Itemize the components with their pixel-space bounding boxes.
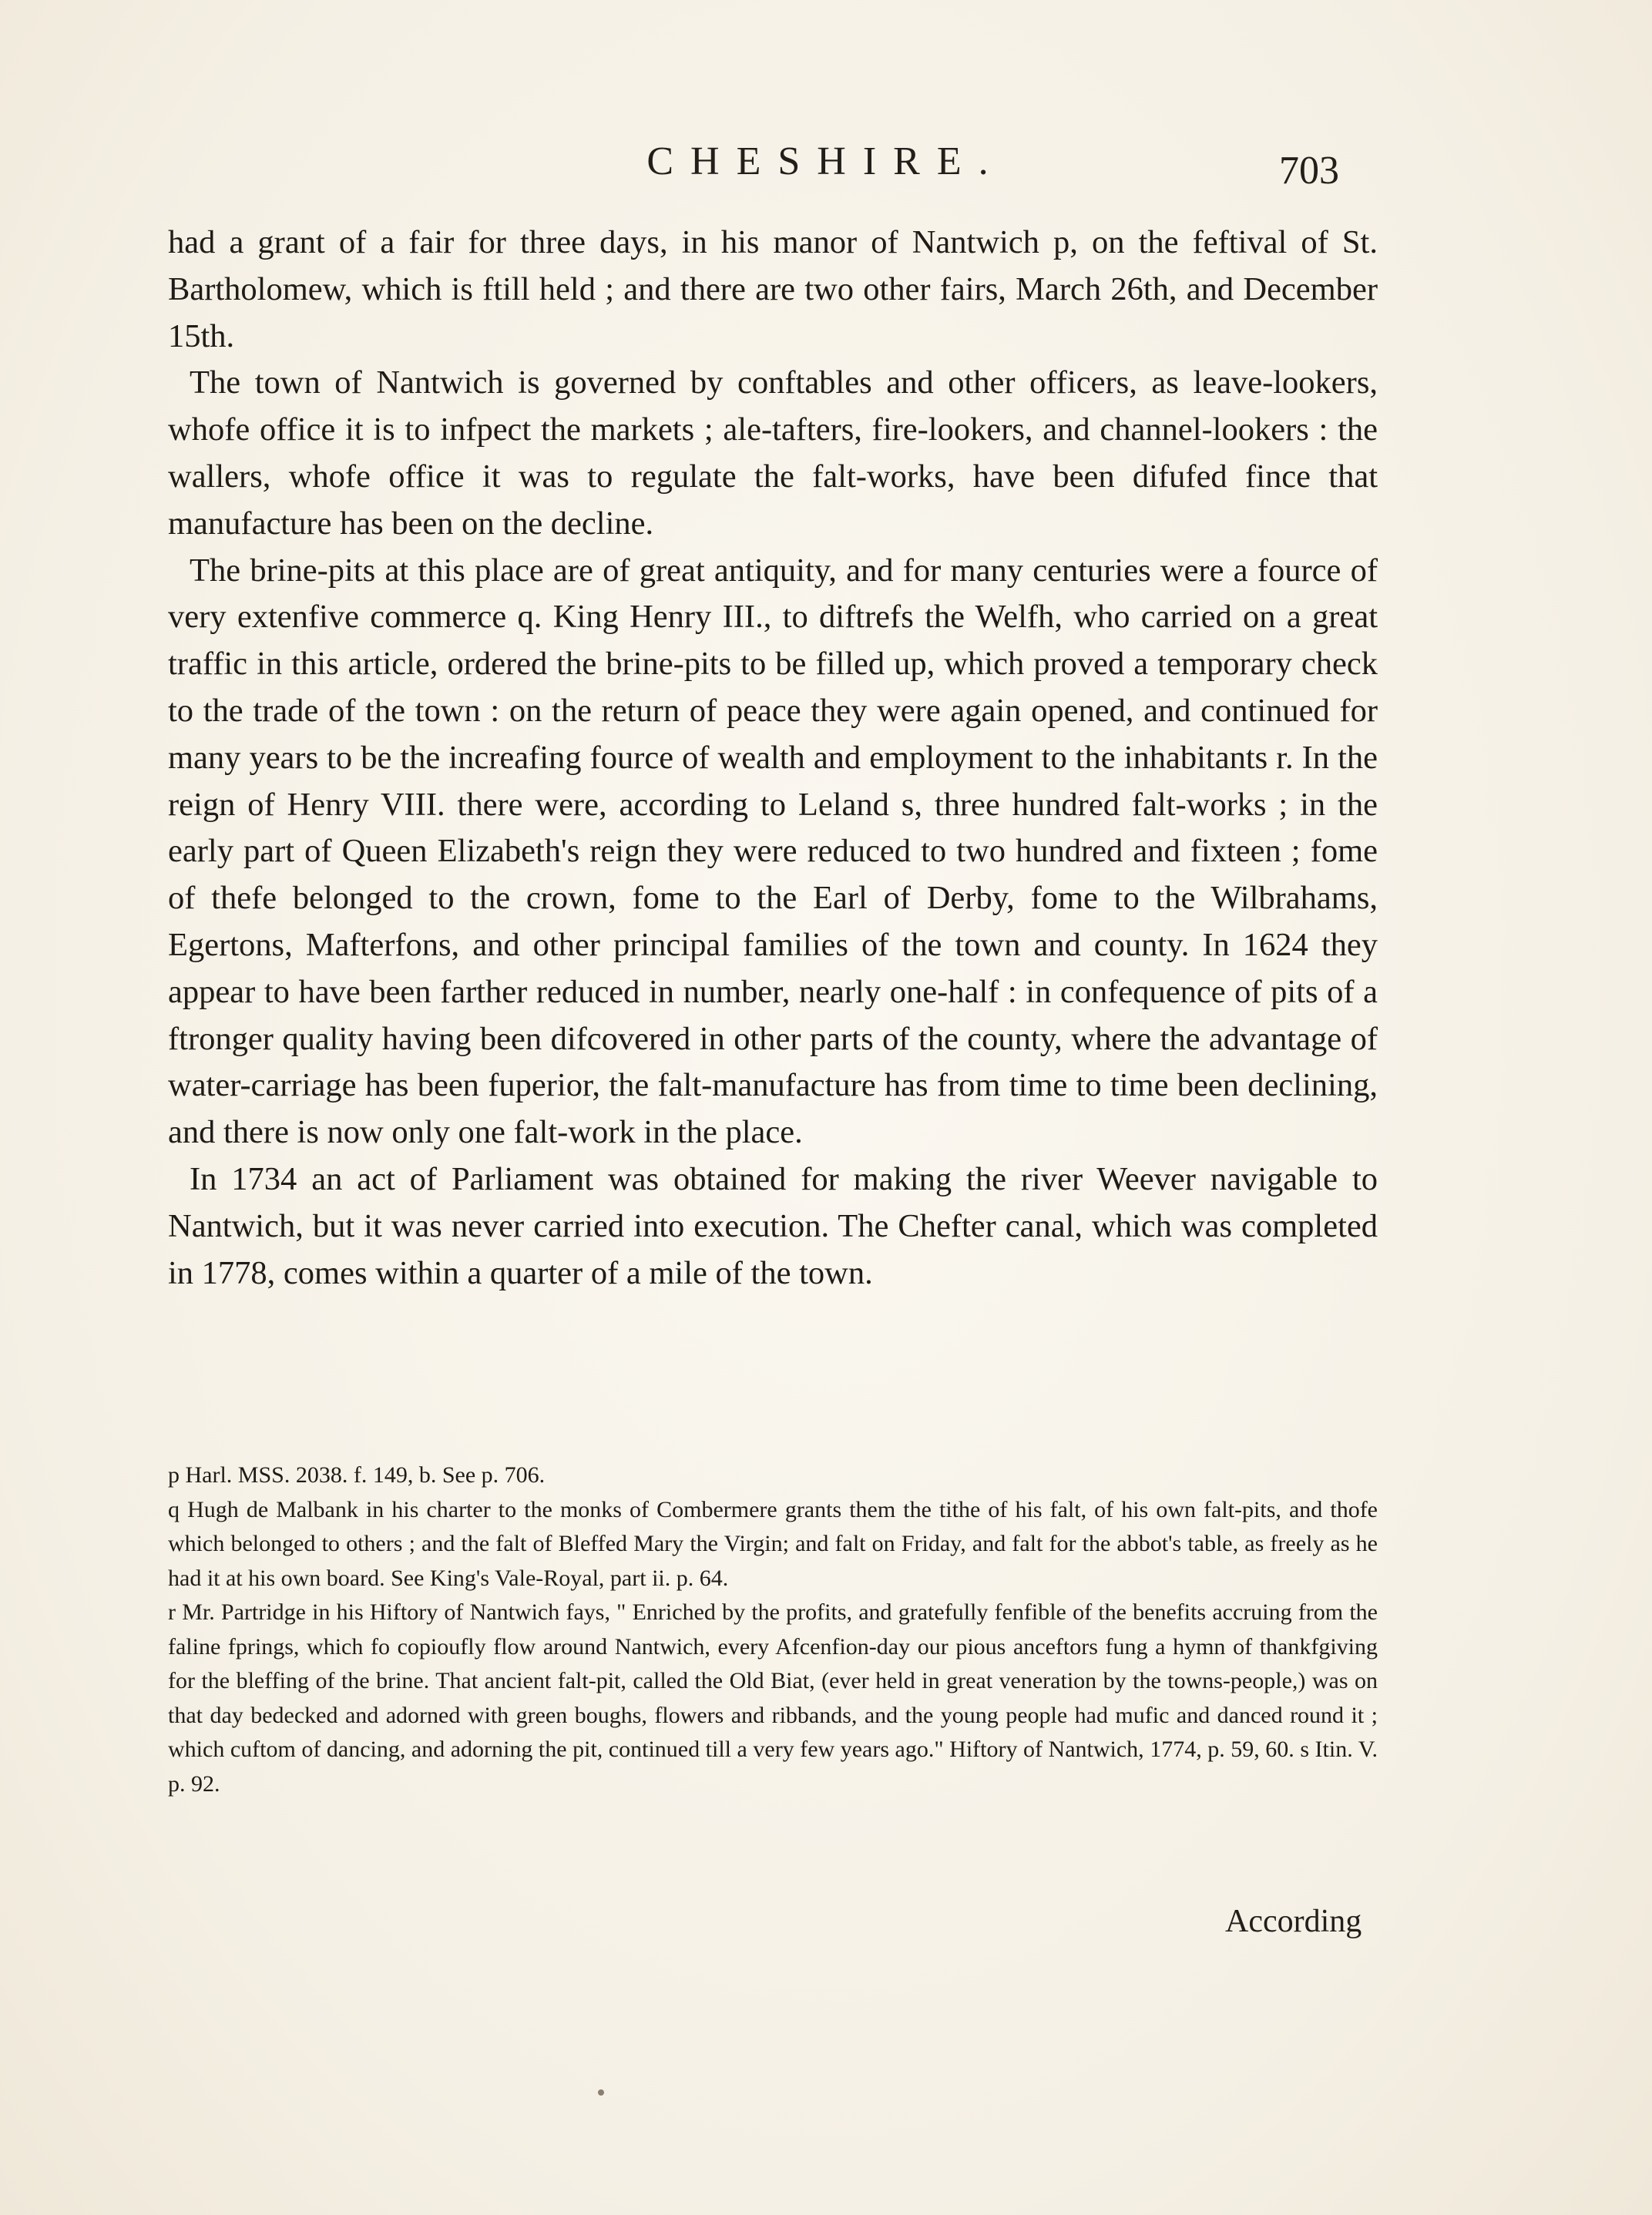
running-head: CHESHIRE. xyxy=(646,139,1006,183)
footnotes xyxy=(168,1458,1378,1801)
footnote-p: p Harl. MSS. 2038. f. 149, b. See p. 706. xyxy=(168,1462,546,1488)
paragraph-1: had a grant of a fair for three days, in his manor of Nantwich p, on the feftival of St. Bartholomew, which is ftill held ; and there are two other fairs, March 26th, and December 15th. xyxy=(168,224,1378,354)
catchword: According xyxy=(1225,1904,1362,1939)
footnote-q: q Hugh de Malbank in his charter to the monks of Combermere grants them the tithe of his falt, of his own falt-pits, and thofe which belonged to others ; and the falt of Bleffed Mary the Virgin; and falt on Friday, and falt for the abbot's table, as freely as he had it at his own board. See King's Vale-Royal, part ii. p. 64. xyxy=(168,1496,1378,1591)
main-text xyxy=(168,220,1378,1297)
paragraph-3: The brine-pits at this place are of great antiquity, and for many centuries were a fource of very extenfive commerce q. King Henry III., to diftrefs the Welfh, who carried on a great traffic in this article, ordered the brine-pits to be filled up, which proved a temporary check to the trade of the town : on the return of peace they were again opened, and continued for many years to be the increafing fource of wealth and employment to the inhabitants r. In the reign of Henry VIII. there were, according to Leland s, three hundred falt-works ; in the early part of Queen Elizabeth's reign they were reduced to two hundred and fixteen ; fome of thefe belonged to the crown, fome to the Earl of Derby, fome to the Wilbrahams, Egertons, Mafterfons, and other principal families of the town and county. In 1624 they appear to have been farther reduced in number, nearly one-half : in confequence of pits of a ftronger quality having been difcovered in other parts of the county, where the advantage of water-carriage has been fuperior, the falt-manufacture has from time to time been declining, and there is now only one falt-work in the place. xyxy=(168,552,1378,1151)
paragraph-4: In 1734 an act of Parliament was obtained for making the river Weever navigable to Nantwich, but it was never carried into execution. The Chefter canal, which was completed in 1778, comes within a quarter of a mile of the town. xyxy=(168,1160,1378,1291)
paper-speck xyxy=(598,2089,604,2096)
paragraph-2: The town of Nantwich is governed by conftables and other officers, as leave-lookers, whofe office it is to infpect the markets ; ale-tafters, fire-lookers, and channel-lookers : the wallers, whofe office it was to regulate the falt-works, have been difufed fince that manufacture has been on the decline. xyxy=(168,364,1378,542)
page-number: 703 xyxy=(1279,149,1339,193)
footnote-r-s: r Mr. Partridge in his Hiftory of Nantwich fays, " Enriched by the profits, and gratefully fenfible of the benefits accruing from the faline fprings, which fo copioufly flow around Nantwich, every Afcenfion-day our pious anceftors fung a hymn of thankfgiving for the bleffing of the brine. That ancient falt-pit, called the Old Biat, (ever held in great veneration by the towns-people,) was on that day bedecked and adorned with green boughs, flowers and ribbands, and the young people had mufic and danced round it ; which cuftom of dancing, and adorning the pit, continued till a very few years ago." Hiftory of Nantwich, 1774, p. 59, 60. s Itin. V. p. 92. xyxy=(168,1599,1378,1797)
